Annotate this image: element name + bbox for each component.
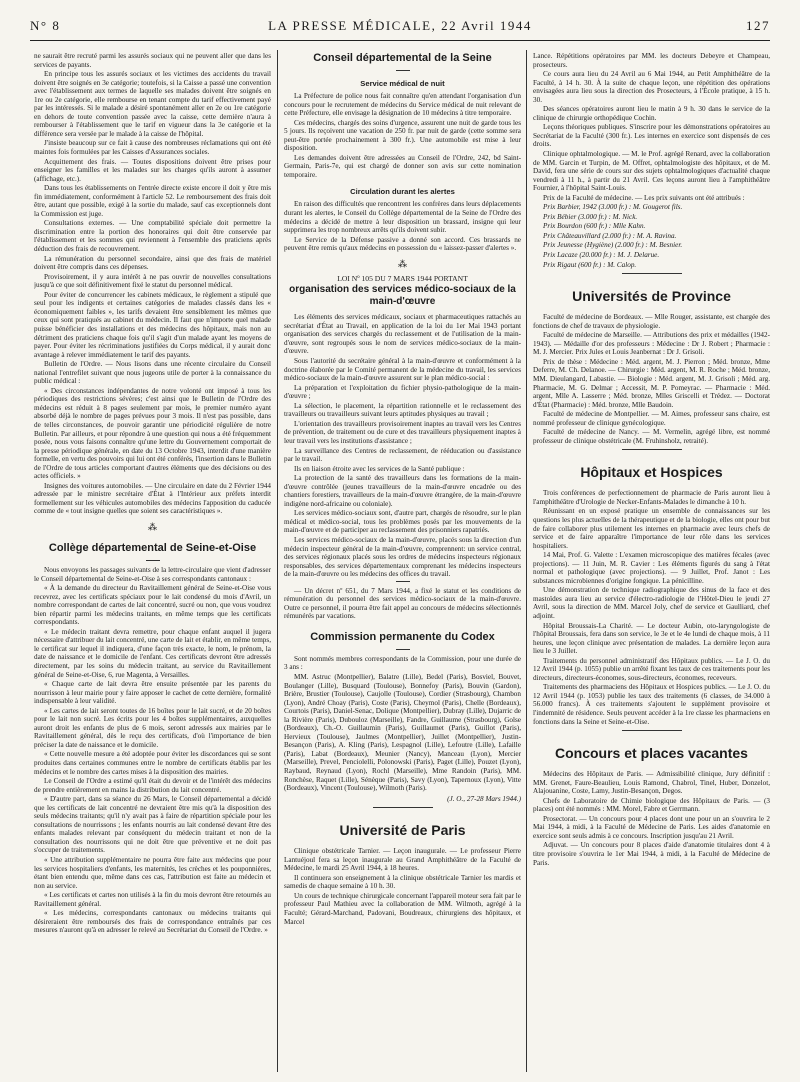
paragraph: Faculté de médecine de Nancy. — M. Vermelin, agrégé libre, est nommé professeur de clinique obstétricale (M. Fruhinsholz, retraité).: [533, 428, 770, 445]
short-rule: [396, 581, 410, 582]
paragraph: Ces médecins, chargés des soins d'urgence, assurent une nuit de garde tous les 5 jours. Ils reçoivent une vacation de 250 fr. par nuit de garde (cette somme sera peut-être portée prochainement à 300 fr.). Une automobile est mise à leur disposition.: [284, 118, 521, 153]
section-heading-college: Collège départemental de Seine-et-Oise: [48, 541, 257, 554]
paragraph: Prix de la Faculté de médecine. — Les prix suivants ont été attribués :: [543, 193, 745, 202]
section-heading-conseil: Conseil départemental de la Seine: [313, 52, 492, 64]
subheading-service-nuit: Service médical de nuit: [360, 79, 445, 88]
paragraph: Adjuvat. — Un concours pour 8 places d'aide d'anatomie titulaires dont 4 à titre provisoire s'ouvrira le 1er Mai 1944, à midi, à la Faculté de Médecine de Paris.: [533, 841, 770, 867]
journal-title: LA PRESSE MÉDICALE, 22 Avril 1944: [268, 18, 532, 33]
paragraph: Prosectorat. — Un concours pour 4 places dont une pour un an s'ouvrira le 2 Mai 1944, à midi, à la Faculté de Médecine de Paris. Les aides d'anatomie en exercice sont seuls admis à ce concours. Inscription jusqu'au 21 Avril.: [533, 814, 770, 840]
subheading-circulation: Circulation durant les alertes: [350, 187, 455, 197]
paragraph: La Préfecture de police nous fait connaître qu'en attendant l'organisation d'un concours pour le recrutement de médecins du Service médical de nuit relevant de cette Préfecture, elle envisage la désignation de 10 médecins à titre temporaire.: [284, 92, 521, 118]
paragraph: Nous envoyons les passages suivants de la lettre-circulaire que vient d'adresser le Conseil départemental de Seine-et-Oise à ses correspondants cantonaux :: [34, 565, 271, 583]
law-title: organisation des services médico-sociaux de la main-d'œuvre: [289, 284, 516, 308]
paragraph: « Chaque carte de lait devra être ensuite présentée par les parents du nourrisson à leur mairie pour y faire apposer le cachet de cette dernière, formalité indispensable à leur validité.: [34, 680, 271, 706]
paragraph: Un cours de technique chirurgicale concernant l'appareil moteur sera fait par le professeur Paul Mathieu avec la collaboration de MM. Wilmoth, agrégé à la Faculté; Gérard-Marchand, Padovani, Boudreaux, chirurgiens des hôpitaux, et Marcel: [284, 891, 521, 926]
long-rule: [622, 449, 682, 450]
asterism-divider: ⁂: [398, 258, 407, 269]
paragraph: Ils en liaison étroite avec les services de la Santé publique :: [294, 464, 465, 473]
section-heading-universite: Université de Paris: [339, 822, 466, 839]
paragraph: Il continuera son enseignement à la clinique obstétricale Tarnier les mardis et samedis de chaque semaine à 10 h. 30.: [284, 873, 521, 891]
paragraph: Clinique obstétricale Tarnier. — Leçon inaugurale. — Le professeur Pierre Lantuéjoul fera sa leçon inaugurale au Grand Amphithéâtre de la Faculté de Médecine, le mardi 25 Avril 1944, à 18 heures.: [284, 847, 521, 873]
page-number-left: N° 8: [30, 18, 61, 33]
paragraph: Réunissant en un exposé pratique un ensemble de connaissances sur les questions les plus actuelles de la thérapeutique et de la biologie, elles ont pour but de faire collaborer plus utilement les internes en pharmacie avec leurs chefs de service et de faire apparaître l'importance de leur rôle dans les services hospitaliers.: [533, 507, 770, 550]
paragraph: « Les certificats et cartes non utilisés à la fin du mois devront être retournés au Ravitaillement général.: [34, 891, 271, 908]
paragraph: Consultations externes. — Une comptabilité spéciale doit permettre la discrimination entre la portion des honoraires qui doit être conservée par l'établissement et les sommes qui reviennent à l'ensemble des praticiens après déduction des frais de recouvrement.: [34, 219, 271, 254]
paragraph: « Cette nouvelle mesure a été adoptée pour éviter les discordances qui se sont produites dans certaines communes entre le nombre de certificats établis par les médecins et le nombre des cartes mises à la disposition des mairies.: [34, 750, 271, 776]
paragraph: Sous l'autorité du secrétaire général à la main-d'œuvre et conformément à la doctrine élaborée par le Comité permanent de la médecine du travail, les services médico-sociaux de la main-d'œuvre assurent sur le plan médico-social :: [284, 357, 521, 383]
page-header: [30, 14, 770, 41]
paragraph: Des séances opératoires auront lieu le matin à 9 h. 30 dans le service de la clinique de chirurgie orthopédique Cochin.: [533, 105, 770, 122]
paragraph: La surveillance des Centres de reclassement, de rééducation ou d'assistance par le travail.: [284, 446, 521, 464]
section-heading-hopitaux: Hôpitaux et Hospices: [580, 464, 723, 481]
short-rule: [146, 560, 160, 561]
page-number-right: 127: [746, 18, 770, 33]
short-rule: [396, 70, 410, 71]
paragraph: Une démonstration de technique radiographique des sinus de la face et des mastoïdes aura lieu au service d'électro-radiologie de l'Hôtel-Dieu le jeudi 27 Avril, sous la direction de MM. Marcel Joly, chef de service et Gaulliard, chef adjoint.: [533, 586, 770, 620]
prize-entry: Prix Bébier (3.000 fr.) : M. Nick.: [543, 212, 638, 221]
paragraph: Leçons théoriques publiques. S'inscrire pour les démonstrations opératoires au Secrétariat de la Faculté (300 fr.). Les internes en exercice sont dispensés de ces droits.: [533, 123, 770, 149]
section-heading-province: Universités de Province: [572, 288, 731, 305]
paragraph: « Le médecin traitant devra remettre, pour chaque enfant auquel il jugera nécessaire d'attribuer du lait concentré, une carte de lait et établir, en même temps, le certificat sur lequel il indiquera, d'une façon très exacte, le nom, le prénom, la date de naissance et le domicile de l'enfant. Ces certificats devront être adressés directement, par les soins du médecin traitant, au service du Ravitaillement général de Seine-et-Oise, 6, rue Magenta, à Versailles.: [34, 627, 271, 679]
paragraph: « Les cartes de lait seront toutes de 16 boîtes pour le lait sucré, et de 20 boîtes pour le lait non sucré. Les écrits pour les 4 boîtes supplémentaires, auxquelles auront droit les enfants de plus de 6 mois, seront adressés aux mairies par le Ravitaillement général, dès le reçu des certificats, d'où l'importance de bien préciser la date de naissance et le domicile.: [34, 706, 271, 749]
paragraph: Prix de thèse : Médecine : Méd. argent, M. J. Pierron ; Méd. bronze, Mme Deferre, M. Ch. Delanoe. — Chirurgie : Méd. argent, M. R. Roche ; Méd. bronze, MM. Dieulangard, Labastie. — Biologie : Méd. argent, M. J. Grisoli ; Méd. arg. Pharmacie, M. G. Delmar ; Accessit, M. P. Pomeyrac. — Pharmacie : Méd. argent, Mlle A. Lasserre ; Méd. bronze, Mlles Griscelli et Trédez. — Doctorat d'État (Pharmacie) : Méd. bronze, Mlle Baudoin.: [533, 357, 770, 409]
paragraph: — Un décret nº 651, du 7 Mars 1944, a fixé le statut et les conditions de rémunération du personnel des services médico-sociaux de la main-d'œuvre. Outre ce personnel, il pourra être fait appel au concours de médecins sélectionnés rémunérés par vacations.: [284, 586, 521, 621]
paragraph: MM. Astruc (Montpellier), Balatre (Lille), Bedel (Paris), Bosviel, Bouvet, Boulanger (Lille), Busquard (Toulouse), Bonnefoy (Paris), Bouvin (Gardon), Brière, Brustier (Toulouse), Caujolle (Toulouse), Cordier (Strasbourg), Chambon (Lyon), André Choay (Paris), Coste (Paris), Cheymol (Paris), Chelle (Bordeaux), Courtois (Paris), Daniel-Senac, Dolique (Montpellier), Dubray (Lille), Dujarric de la Rivière (Paris), Dubouloz (Marseille), Fandre, Guillaume (Strasbourg), Golse (Bordeaux), Ch.-O. Guillaumin (Paris), Guillaumet (Paris), Guillot (Paris), Hervieux (Toulouse), Jaulmes (Montpellier), Juillet (Montpellier), Justin-Besançon (Paris), A. Kling (Paris), Lespagnol (Lille), Lefoutre (Lille), Lafaille (Paris), Labat (Bordeaux), Meunier (Nancy), Manceau (Lyon), Mercier (Marseille), Prevel, Penciolelli, Polonowski (Paris), Paget (Lille), Pouzet (Lyon), Raybaud, Reynaud (Lyon), Rochl (Marseille), Mme Randoin (Paris), MM. Ronchèse, Raquet (Lille), Sénèque (Paris), Savy (Lyon), Tapernoux (Lyon), Vitte (Bordeaux), Vincent (Toulouse), Wilmoth (Paris).: [284, 672, 521, 793]
paragraph: Dans tous les établissements on l'entrée directe existe encore il doit y être mis fin immédiatement, conformément à l'article 52. Le remboursement des frais doit être, autant que possible, exigé à la sortie du malade, sauf cas exceptionnels dont la Commission est juge.: [34, 184, 271, 218]
paragraph: Les services médico-sociaux sont, d'autre part, chargés de résoudre, sur le plan médical et médico-social, tous les problèmes posés par les mouvements de la main-d'œuvre et de participer au reclassement des prisonniers rapatriés.: [284, 509, 521, 535]
prize-entry: Prix Rigaut (600 fr.) : M. Calop.: [543, 260, 637, 269]
paragraph: Médecins des Hôpitaux de Paris. — Admissibilité clinique, Jury définitif : MM. Grenet, Faure-Beaulieu, Louis Ramond, Chabrol, Tinel, Huber, Donzelot, Alajouanine, Coste, Lamy, Justin-Besançon, Degos.: [533, 770, 770, 796]
paragraph: Faculté de médecine de Montpellier. — M. Aimes, professeur sans chaire, est nommé professeur de clinique gynécologique.: [533, 410, 770, 427]
column-divider: [277, 50, 278, 1072]
paragraph: « À la demande du directeur du Ravitaillement général de Seine-et-Oise vous recevrez, avec les certificats spéciaux pour le lait condensé du mois d'Avril, un nombre correspondant de cartes de lait concentré, sucré ou non, que vous voudrez bien répartir parmi les médecins traitants, en même temps que les certificats correspondants.: [34, 584, 271, 627]
column-middle: [284, 52, 521, 1072]
column-left: [34, 52, 271, 1072]
prize-entry: Prix Bourdon (600 fr.) : Mlle Kahn.: [543, 222, 646, 231]
paragraph: Ce cours aura lieu du 24 Avril au 6 Mai 1944, au Petit Amphithéâtre de la Faculté, à 14 h. 30. À la suite de chaque leçon, une répétition des opérations envisagées aura lieu sous la direction des Prosecteurs, à l'École pratique, à 15 h. 30.: [533, 70, 770, 104]
paragraph: Lance. Répétitions opératoires par MM. les docteurs Debeyre et Champeau, prosecteurs.: [533, 52, 770, 69]
paragraph: Acquittement des frais. — Toutes dispositions doivent être prises pour enseigner les familles et les malades sur les charges qu'ils auront à assumer (affichage, etc.).: [34, 157, 271, 183]
asterism-divider: ⁂: [148, 521, 157, 532]
paragraph: Pour éviter de concurrencer les cabinets médicaux, le règlement a stipulé que seul pour les indigents et certaines catégories de malades classés dans les « économiquement faibles », les tarifs devaient être sensiblement les mêmes que ceux qui sont pratiqués au cabinet du médecin. Il faut que n'importe quel malade puisse bénéficier des installations et des médecins des hôpitaux, mais non au détriment des praticiens chaque fois qu'il s'agit d'un malade ayant les moyens de payer. Pour éviter les récriminations justifiées du Corps médical, il y aurait donc avantage à relever immédiatement le tarif des payants.: [34, 290, 271, 359]
paragraph: Faculté de médecine de Bordeaux. — Mlle Rouger, assistante, est chargée des fonctions de chef de travaux de physiologie.: [533, 313, 770, 330]
paragraph: Bulletin de l'Ordre. — Nous lisons dans une récente circulaire du Conseil national l'entrefilet suivant que nous jugeons utile de porter à la connaissance du public médical :: [34, 360, 271, 386]
paragraph: Les éléments des services médicaux, sociaux et pharmaceutiques rattachés au secrétariat d'État au Travail, en application de la loi du 1er Mai 1943 portant organisation des services chargés du reclassement et de l'utilisation de la main-d'œuvre, sont regroupés sous le nom de services médico-sociaux de la main-d'œuvre.: [284, 313, 521, 356]
paragraph: La préparation et l'exploitation du fichier physio-pathologique de la main-d'œuvre ;: [284, 383, 521, 401]
source-citation: (J. O., 27-28 Mars 1944.): [447, 794, 521, 803]
paragraph: Hôpital Broussais-La Charité. — Le docteur Aubin, oto-laryngologiste de l'hôpital Broussais, fera dans son service, le 3e et le 4e lundi de chaque mois, à 11 heures, une leçon clinique avec présentation de malades. La dernière leçon aura lieu le 3 Juillet.: [533, 621, 770, 656]
paragraph: Les demandes doivent être adressées au Conseil de l'Ordre, 242, bd Saint-Germain, Paris-7e, qui est chargé de donner son avis sur cette nomination temporaire.: [284, 153, 521, 179]
paragraph: La sélection, le placement, la répartition rationnelle et le reclassement des travailleurs ou travailleurs suivant leurs aptitudes physiques au travail ;: [284, 401, 521, 419]
paragraph: Sont nommés membres correspondants de la Commission, pour une durée de 3 ans :: [284, 654, 521, 672]
paragraph: Chefs de Laboratoire de Chimie biologique des Hôpitaux de Paris. — (3 places) ont été nommés : MM. Morel, Fabre et Gerrmann.: [533, 796, 770, 814]
section-heading-codex: Commission permanente du Codex: [310, 630, 495, 643]
paragraph: « D'autre part, dans sa séance du 26 Mars, le Conseil départemental a décidé que les certificats de lait concentré ne devraient être mis qu'à la disposition des seuls médecins traitants; qu'il n'y avait pas à faire de répartition spéciale pour les consultations de nourrissons ; les enfants nourris au lait condensé devant être des enfants malades relevant par conséquent du médecin traitant et non de la consultation des nourrissons qui ne doit être que préventive et ne doit pas s'occuper de traitements.: [34, 795, 271, 855]
paragraph: Le Service de la Défense passive a donné son accord. Ces brassards ne peuvent être remis qu'aux médecins en possession du « laissez-passer d'alertes ».: [284, 235, 521, 253]
long-rule: [622, 730, 682, 731]
paragraph: En principe tous les assurés sociaux et les victimes des accidents du travail doivent être soignés en 3e catégorie; toutefois, si la Caisse a passé une convention avec l'établissement aux termes de laquelle ses malades doivent être soignés en 1re ou 2e catégorie, elle rembourse en tenant compte du tarif effectivement payé par les intéressés. Si le malade a désiré spontanément aller en 2e ou 1re catégorie en dehors de toute convention passée avec la caisse, cette dernière n'aura à rembourser à l'établissement que le tarif en vigueur dans la 3e catégorie et la différence sera versée par le malade à la caisse de l'hôpital.: [34, 70, 271, 138]
long-rule: [373, 807, 433, 808]
prize-entry: Prix Châteauvillard (2.000 fr.) : M. A. Ravina.: [543, 231, 677, 240]
paragraph: Clinique ophtalmologique. — M. le Prof. agrégé Renard, avec la collaboration de MM. Garcin et Turpin, de M. Offret, ophtalmologiste des hôpitaux, et de M. David, fera une série de cours sur des sujets ophtalmologiques d'actualité chaque vendredi à 11 h., à partir du 21 Avril. Ces leçons auront lieu à l'amphithéâtre Fournier, à l'hôpital Saint-Louis.: [533, 150, 770, 193]
paragraph: Trois conférences de perfectionnement de pharmacie de Paris auront lieu à l'amphithéâtre d'Urologie de Necker-Enfants-Malades le dimanche à 10 h.: [533, 489, 770, 506]
paragraph: L'orientation des travailleurs provisoirement inaptes au travail vers les Centres de prévention, de traitement ou de cure et des travailleurs physiquement inaptes à leur travail vers les institutions d'assistance ;: [284, 419, 521, 445]
paragraph: ne saurait être recruté parmi les assurés sociaux qui ne peuvent aller que dans les services de payants.: [34, 52, 271, 69]
paragraph: « Des circonstances indépendantes de notre volonté ont imposé à tous les périodiques des restrictions sévères; c'est ainsi que le Bulletin de l'Ordre des médecins est réduit à 8 pages seulement par mois, le premier numéro ayant absorbé déjà le nombre de pages prévues pour 3 mois. Il n'est pas possible, dans de telles circonstances, de pouvoir garantir une périodicité régulière de notre Bulletin. Par ailleurs, et pour répondre à une question qui nous a été fréquemment posée, nous vous faisons connaître qu'une lettre du Gouvernement comportait de la presse périodique générale, en date du 13 Octobre 1943, interdit d'une manière formelle, en vertu des pouvoirs qui lui ont été conférés, l'insertion dans le Bulletin de l'Ordre de tous articles comportant d'autres éléments que des décisions ou des actes officiels. »: [34, 386, 271, 481]
paragraph: Insignes des voitures automobiles. — Une circulaire en date du 2 Février 1944 adressée par le ministre secrétaire d'État à l'Intérieur aux préfets interdit formellement sur les véhicules automobiles des médecins l'apposition du caducée comme de « tout insigne quelles que soient ses caractéristiques ».: [34, 481, 271, 516]
long-rule: [622, 273, 682, 274]
law-number: LOI Nº 105 DU 7 MARS 1944 PORTANT: [337, 273, 468, 283]
paragraph: La protection de la santé des travailleurs dans les formations de la main-d'œuvre contrôlée (jeunes travailleurs de la main-d'œuvre encadrée ou des chantiers forestiers, travailleurs de la main-d'œuvre étrangère, de la main-d'œuvre indigène nord-africaine ou coloniale).: [284, 474, 521, 508]
column-right: [533, 52, 770, 1072]
paragraph: La rémunération du personnel secondaire, ainsi que des frais de matériel doivent être compris dans ces dépenses.: [34, 254, 271, 272]
paragraph: « Les médecins, correspondants cantonaux ou médecins traitants qui désireraient être remboursés des frais de correspondance entraînés par ces mesures n'auront qu'à en adresser le relevé au Secrétariat du Conseil de l'Ordre. »: [34, 909, 271, 935]
section-heading-concours: Concours et places vacantes: [555, 745, 748, 762]
paragraph: « Une attribution supplémentaire ne pourra être faite aux médecins que pour les services hospitaliers d'enfants, les maternités, les crèches et les pouponnières, étant bien entendu que, même dans ces cas, l'attribution est faite au médecin et non au service.: [34, 856, 271, 890]
paragraph: Traitements des pharmaciens des Hôpitaux et Hospices publics. — Le J. O. du 12 Avril 1944 (p. 1053) publie les taux des traitements (6 classes, de 34.000 à 56.000 francs). À ces traitements s'ajoutent le supplément provisoire et l'indemnité de résidence. Seuls peuvent accéder à la 1re classe les pharmaciens en fonctions dans la Seine et Seine-et-Oise.: [533, 683, 770, 726]
paragraph: Les services médico-sociaux de la main-d'œuvre, placés sous la direction d'un médecin inspecteur général de la main-d'œuvre, comprennent: un service central, des services régionaux placés sous les ordres de médecins inspecteurs régionaux responsables, des services départementaux comprenant les médecins inspecteurs de la main-d'œuvre ou les médecins des offices du travail.: [284, 535, 521, 579]
prize-entry: Prix Jeunesse (Hygiène) (2.000 fr.) : M. Besnier.: [543, 241, 683, 250]
paragraph: Faculté de médecine de Marseille. — Attributions des prix et médailles (1942-1943). — Médaille d'or des professeurs : Médecine : Dr J. Robert ; Pharmacie : M. J. Mercier. Prix Jules et Louis Jeanbernat : Dr J. Grisoli.: [533, 331, 770, 357]
column-divider: [526, 50, 527, 1072]
paragraph: J'insiste beaucoup sur ce fait à cause des nombreuses réclamations qui ont été maintes fois formulées par les Caisses d'Assurances sociales.: [34, 139, 271, 157]
prize-entry: Prix Barbier, 1942 (3.000 fr.) : M. Gougerot fils.: [543, 203, 683, 212]
prize-entry: Prix Lacaze (20.000 fr.) : M. J. Delarue.: [543, 251, 660, 260]
paragraph: En raison des difficultés que rencontrent les confrères dans leurs déplacements durant les alertes, le Conseil du Collège départemental de la Seine de l'Ordre des médecins a décidé de mettre à leur disposition un brassard, insigne qui leur supprimera les trop nombreux arrêts qu'ils doivent subir.: [284, 200, 521, 235]
short-rule: [396, 649, 410, 650]
paragraph: Traitements du personnel administratif des Hôpitaux publics. — Le J. O. du 12 Avril 1944 (p. 1055) publie un arrêté fixant les taux de ces traitements pour les directeurs, directeurs-économes, sous-directeurs, économes, receveurs.: [533, 656, 770, 682]
paragraph: Provisoirement, il y aura intérêt à ne pas ouvrir de nouvelles consultations jusqu'à ce que soit définitivement fixé le statut du personnel médical.: [34, 272, 271, 290]
paragraph: 14 Mai, Prof. G. Valette : L'examen microscopique des matières fécales (avec projections). — 11 Juin, M. R. Cavier : Les éléments figurés du sang à l'état normal et pathologique (avec projections). — 9 Juillet, Prof. Janot : Les substances microbiennes d'origine fongique. La pénicilline.: [533, 551, 770, 585]
paragraph: Le Conseil de l'Ordre a estimé qu'il était du devoir et de l'intérêt des médecins de prendre entièrement en mains la distribution du lait concentré.: [34, 777, 271, 794]
